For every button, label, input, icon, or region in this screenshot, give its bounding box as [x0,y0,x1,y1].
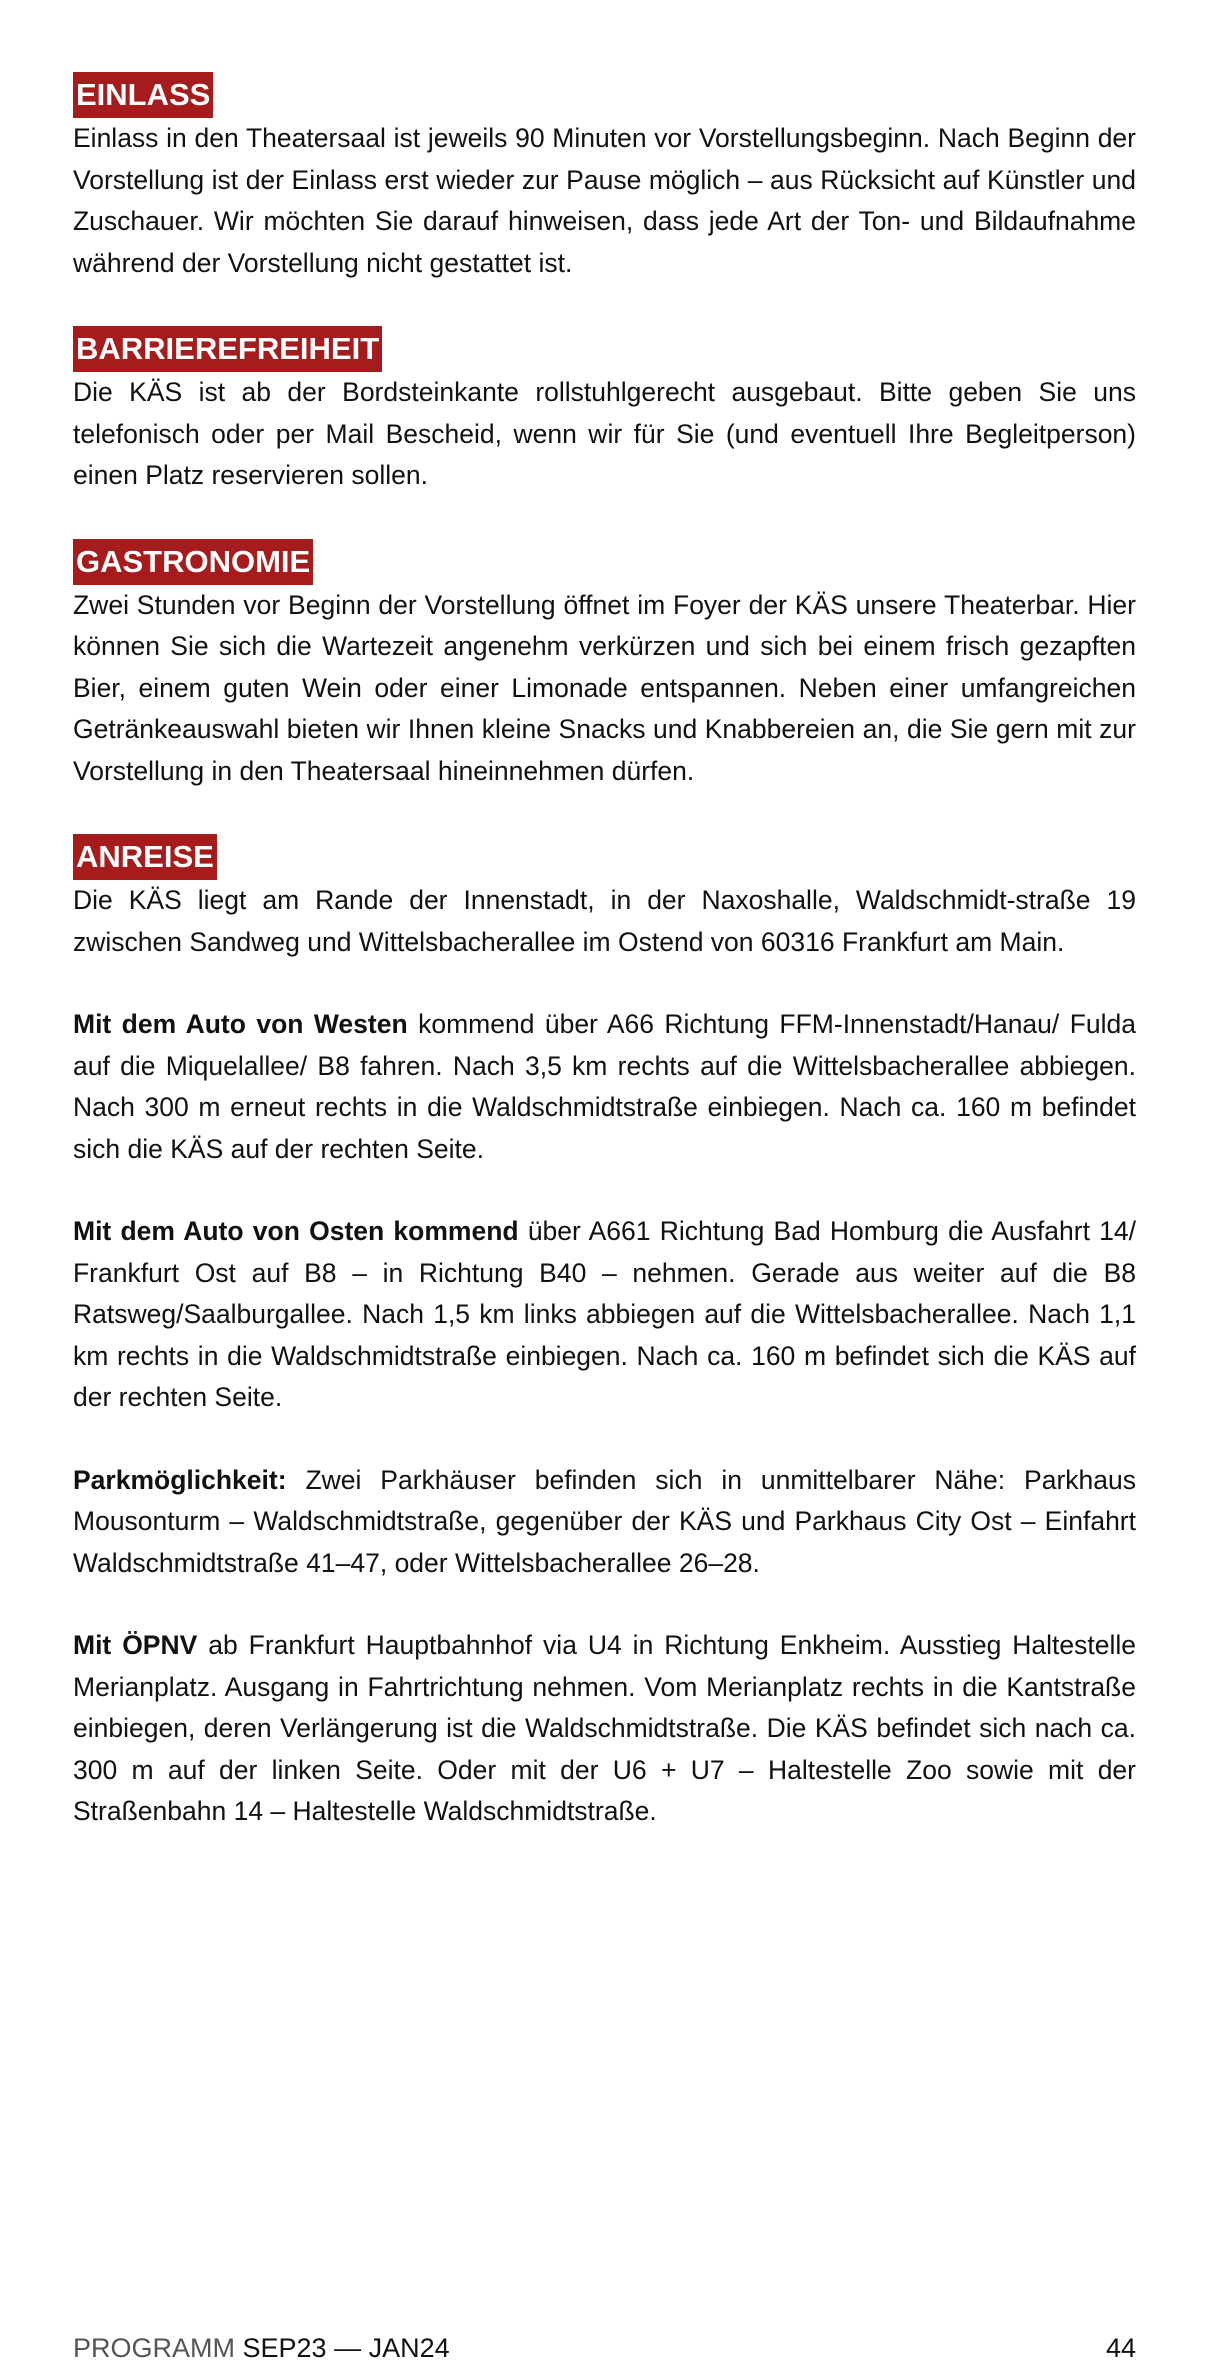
anreise-parken-text: Zwei Parkhäuser befinden sich in unmittelbarer Nähe: Parkhaus Mousonturm – Waldschmidtstraße, gegenüber der KÄS und Parkhaus City Ost – Einfahrt Waldschmidtstraße 41–47, oder Wittelsbacherallee 26–28. [73,1464,1136,1578]
section-anreise [73,834,1136,1833]
anreise-oepnv [73,1625,1136,1833]
page-number: 44 [1105,2333,1136,2363]
page-content [73,72,1136,1833]
section-text-barrierefreiheit: Die KÄS ist ab der Bordsteinkante rollstuhlgerecht ausgebaut. Bitte geben Sie uns telefonisch oder per Mail Bescheid, wenn wir für Sie (und eventuell Ihre Begleitperson) einen Platz reservieren sollen. [73,377,1136,490]
anreise-oepnv-label: Mit ÖPNV [73,1630,198,1660]
anreise-intro: Die KÄS liegt am Rande der Innenstadt, in der Naxoshalle, Waldschmidt-straße 19 zwischen Sandweg und Wittelsbacherallee im Ostend von 60316 Frankfurt am Main. [73,885,1136,957]
anreise-auto-west-label: Mit dem Auto von Westen [73,1009,408,1039]
anreise-oepnv-text: ab Frankfurt Hauptbahnhof via U4 in Richtung Enkheim. Ausstieg Haltestelle Merianplatz. Ausgang in Fahrtrichtung nehmen. Vom Merianplatz rechts in die Kantstraße einbiegen, deren Verlängerung ist die Waldschmidtstraße. Die KÄS befindet sich nach ca. 300 m auf der linken Seite. Oder mit der U6 + U7 – Haltestelle Zoo sowie mit der Straßenbahn 14 – Haltestelle Waldschmidtstraße. [73,1630,1137,1826]
anreise-auto-ost-label: Mit dem Auto von Osten kommend [73,1216,519,1246]
footer-program-label [73,2328,450,2368]
section-einlass [73,72,1136,284]
footer-program-prefix: PROGRAMM [73,2333,243,2363]
section-text-einlass: Einlass in den Theatersaal ist jeweils 90 Minuten vor Vorstellungsbeginn. Nach Beginn der Vorstellung ist der Einlass erst wieder zur Pause möglich – aus Rücksicht auf Künstler und Zuschauer. Wir möchten Sie darauf hinweisen, dass jede Art der Ton- und Bildaufnahme während der Vorstellung nicht gestattet ist. [73,123,1136,278]
footer-program-dates: SEP23 — JAN24 [242,2333,450,2363]
section-heading-anreise: ANREISE [73,834,217,880]
section-gastronomie [73,539,1136,793]
anreise-auto-west-text: kommend über A66 Richtung FFM-Innenstadt/Hanau/ Fulda auf die Miquelallee/ B8 fahren. Nach 3,5 km rechts auf die Wittelsbacherallee abbiegen. Nach 300 m erneut rechts in die Waldschmidtstraße einbiegen. Nach ca. 160 m befindet sich die KÄS auf der rechten Seite. [73,1009,1136,1164]
section-heading-einlass: EINLASS [73,72,213,118]
section-heading-barrierefreiheit: BARRIEREFREIHEIT [73,326,382,372]
anreise-auto-ost [73,1211,1136,1419]
section-heading-gastronomie: GASTRONOMIE [73,539,313,585]
section-text-gastronomie: Zwei Stunden vor Beginn der Vorstellung öffnet im Foyer der KÄS unsere Theaterbar. Hier können Sie sich die Wartezeit angenehm verkürzen und sich bei einem frisch gezapften Bier, einem guten Wein oder einer Limonade entspannen. Neben einer umfangreichen Getränkeauswahl bieten wir Ihnen kleine Snacks und Knabbereien an, die Sie gern mit zur Vorstellung in den Theatersaal hineinnehmen dürfen. [73,589,1136,786]
anreise-parken-label: Parkmöglichkeit: [73,1464,287,1495]
anreise-auto-west [73,1004,1136,1170]
page-footer [73,2328,1136,2368]
anreise-auto-ost-text: über A661 Richtung Bad Homburg die Ausfahrt 14/ Frankfurt Ost auf B8 – in Richtung B40 – nehmen. Gerade aus weiter auf die B8 Ratsweg/Saalburgallee. Nach 1,5 km links abbiegen auf die Wittelsbacherallee. Nach 1,1 km rechts in die Waldschmidtstraße einbiegen. Nach ca. 160 m befindet sich die KÄS auf der rechten Seite. [73,1216,1136,1412]
anreise-parken [73,1460,1136,1585]
section-barrierefreiheit [73,326,1136,497]
